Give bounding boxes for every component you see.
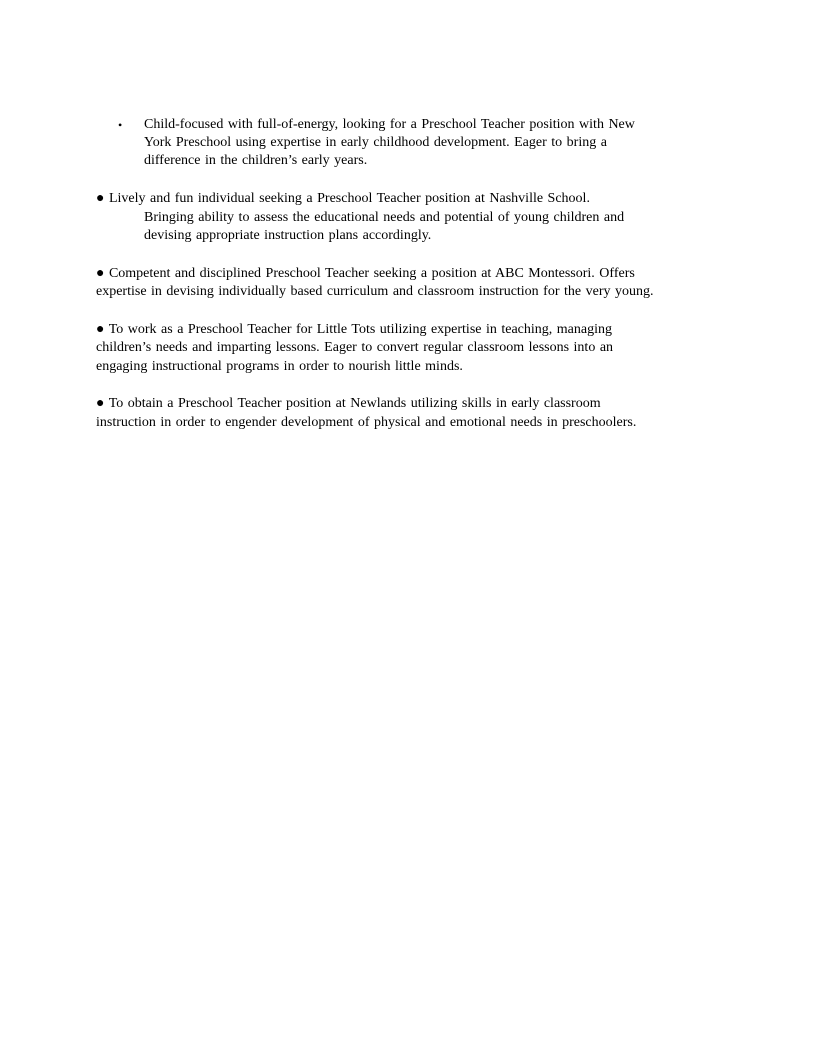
objective-3-line-2: expertise in devising individually based curriculum and classroom instruction for the very young. — [96, 284, 654, 299]
bullet-marker: • — [118, 118, 123, 132]
objective-1-line-1: Child-focused with full-of-energy, looking for a Preschool Teacher position with New — [144, 117, 635, 132]
objective-1-line-3: difference in the children’s early years. — [144, 153, 368, 168]
objective-4-line-1: ● To work as a Preschool Teacher for Little Tots utilizing expertise in teaching, managing — [96, 322, 612, 337]
objective-2-line-3: devising appropriate instruction plans accordingly. — [144, 228, 432, 243]
objective-1-line-2: York Preschool using expertise in early childhood development. Eager to bring a — [144, 135, 607, 150]
objective-5-line-1: ● To obtain a Preschool Teacher position at Newlands utilizing skills in early classroom — [96, 396, 601, 411]
objective-2-line-2: Bringing ability to assess the educational needs and potential of young children and — [144, 210, 625, 225]
objective-2-line-1: ● Lively and fun individual seeking a Preschool Teacher position at Nashville School. — [96, 191, 590, 206]
objective-4-line-3: engaging instructional programs in order to nourish little minds. — [96, 359, 463, 374]
objective-5-line-2: instruction in order to engender development of physical and emotional needs in preschoolers. — [96, 415, 637, 430]
objective-3-line-1: ● Competent and disciplined Preschool Teacher seeking a position at ABC Montessori. Offers — [96, 266, 635, 281]
objective-4-line-2: children’s needs and imparting lessons. Eager to convert regular classroom lessons into an — [96, 340, 614, 355]
